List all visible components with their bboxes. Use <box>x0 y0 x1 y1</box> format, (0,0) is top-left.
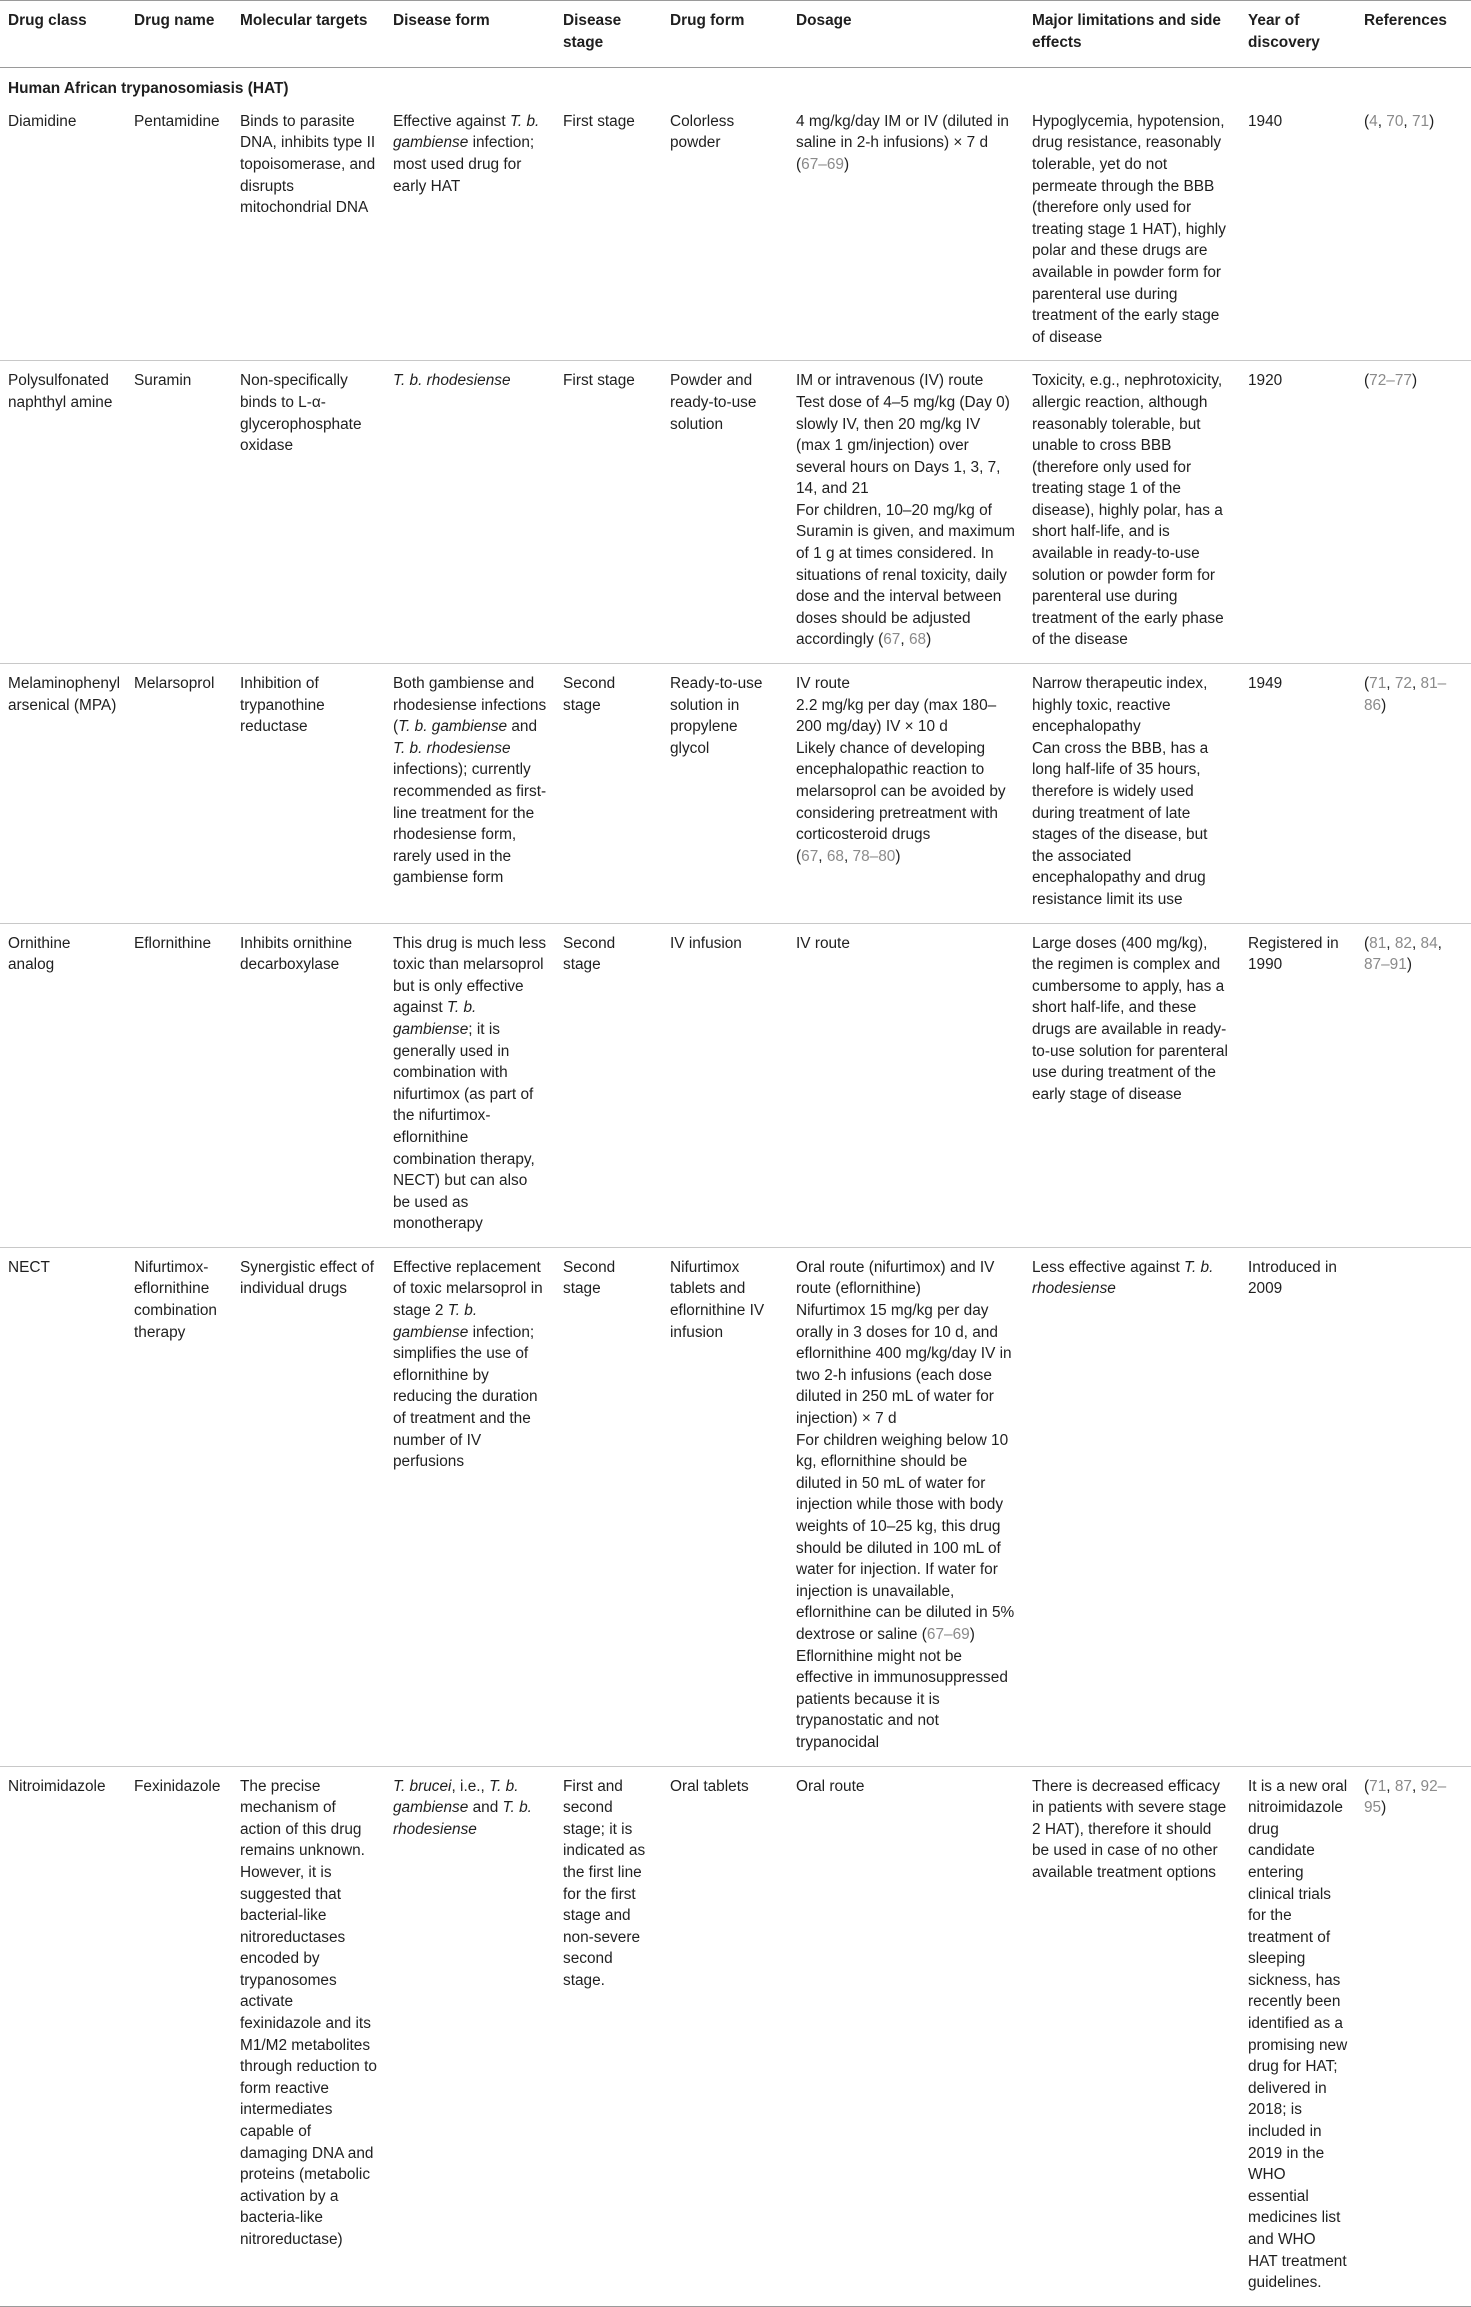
cell-drug-name: Fexinidazole <box>126 1766 232 2306</box>
header-molecular-targets: Molecular targets <box>232 1 385 68</box>
cell-drug-name: Nifurtimox-eflornithine combination therapy <box>126 1247 232 1766</box>
header-disease-form: Disease form <box>385 1 555 68</box>
cell-disease-stage: First stage <box>555 102 662 361</box>
cell-dosage: 4 mg/kg/day IM or IV (diluted in saline in 2-h infusions) × 7 d (67–69) <box>788 102 1024 361</box>
cell-disease-form: Both gambiense and rhodesiense infections (T. b. gambiense and T. b. rhodesiense infections); currently recommended as first-line treatment for the rhodesiense form, rarely used in the gambiense form <box>385 664 555 924</box>
cell-disease-form: T. b. rhodesiense <box>385 361 555 664</box>
table-header <box>0 1 1471 68</box>
header-disease-stage: Disease stage <box>555 1 662 68</box>
cell-disease-form: T. brucei, i.e., T. b. gambiense and T. b. rhodesiense <box>385 1766 555 2306</box>
cell-year: Introduced in 2009 <box>1240 1247 1356 1766</box>
cell-molecular-targets: Non-specifically binds to L-α-glycerophosphate oxidase <box>232 361 385 664</box>
cell-limitations: Large doses (400 mg/kg), the regimen is complex and cumbersome to apply, has a short half-life, and these drugs are available in ready-to-use solution for parenteral use during treatment of the early stage of disease <box>1024 923 1240 1247</box>
section-row <box>0 68 1471 102</box>
cell-dosage: Oral route (nifurtimox) and IV route (eflornithine) Nifurtimox 15 mg/kg per day orally in 3 doses for 10 d, and eflornithine 400 mg/kg/day IV in two 2-h infusions (each dose diluted in 250 mL of water for injection) × 7 d For children weighing below 10 kg, eflornithine should be diluted in 50 mL of water for injection while those with body weights of 10–25 kg, this drug should be diluted in 100 mL of water for injection. If water for injection is unavailable, eflornithine can be diluted in 5% dextrose or saline (67–69) Eflornithine might not be effective in immunosuppressed patients because it is trypanostatic and not trypanocidal <box>788 1247 1024 1766</box>
cell-disease-form: This drug is much less toxic than melarsoprol but is only effective against T. b. gambiense; it is generally used in combination with nifurtimox (as part of the nifurtimox-eflornithine combination therapy, NECT) but can also be used as monotherapy <box>385 923 555 1247</box>
cell-drug-form: Nifurtimox tablets and eflornithine IV infusion <box>662 1247 788 1766</box>
cell-drug-name: Melarsoprol <box>126 664 232 924</box>
cell-dosage: Oral route <box>788 1766 1024 2306</box>
cell-drug-name: Pentamidine <box>126 102 232 361</box>
cell-drug-form: Oral tablets <box>662 1766 788 2306</box>
cell-references: (4, 70, 71) <box>1356 102 1471 361</box>
cell-molecular-targets: Binds to parasite DNA, inhibits type II topoisomerase, and disrupts mitochondrial DNA <box>232 102 385 361</box>
cell-molecular-targets: Synergistic effect of individual drugs <box>232 1247 385 1766</box>
section-title: Human African trypanosomiasis (HAT) <box>8 80 289 98</box>
cell-disease-form: Effective replacement of toxic melarsoprol in stage 2 T. b. gambiense infection; simplifies the use of eflornithine by reducing the duration of treatment and the number of IV perfusions <box>385 1247 555 1766</box>
cell-drug-class: Diamidine <box>0 102 126 361</box>
cell-drug-class: Ornithine analog <box>0 923 126 1247</box>
cell-dosage: IV route <box>788 923 1024 1247</box>
cell-drug-name: Eflornithine <box>126 923 232 1247</box>
cell-references: (71, 87, 92–95) <box>1356 1766 1471 2306</box>
table-row <box>0 102 1471 361</box>
cell-dosage: IV route 2.2 mg/kg per day (max 180–200 mg/day) IV × 10 d Likely chance of developing encephalopathic reaction to melarsoprol can be avoided by considering pretreatment with corticosteroid drugs (67, 68, 78–80) <box>788 664 1024 924</box>
cell-references: (81, 82, 84, 87–91) <box>1356 923 1471 1247</box>
cell-year: 1940 <box>1240 102 1356 361</box>
cell-drug-class: NECT <box>0 1247 126 1766</box>
header-drug-name: Drug name <box>126 1 232 68</box>
cell-references: (71, 72, 81–86) <box>1356 664 1471 924</box>
cell-disease-stage: First and second stage; it is indicated as the first line for the first stage and non-severe second stage. <box>555 1766 662 2306</box>
cell-disease-stage: Second stage <box>555 1247 662 1766</box>
table-row <box>0 361 1471 664</box>
table-body <box>0 68 1471 2307</box>
cell-year: 1949 <box>1240 664 1356 924</box>
cell-limitations: Hypoglycemia, hypotension, drug resistance, reasonably tolerable, yet do not permeate through the BBB (therefore only used for treating stage 1 HAT), highly polar and these drugs are available in powder form for parenteral use during treatment of the early stage of disease <box>1024 102 1240 361</box>
cell-year: Registered in 1990 <box>1240 923 1356 1247</box>
cell-molecular-targets: The precise mechanism of action of this drug remains unknown. However, it is suggested that bacterial-like nitroreductases encoded by trypanosomes activate fexinidazole and its M1/M2 metabolites through reduction to form reactive intermediates capable of damaging DNA and proteins (metabolic activation by a bacteria-like nitroreductase) <box>232 1766 385 2306</box>
cell-disease-stage: Second stage <box>555 664 662 924</box>
header-drug-class: Drug class <box>0 1 126 68</box>
cell-limitations: Less effective against T. b. rhodesiense <box>1024 1247 1240 1766</box>
header-dosage: Dosage <box>788 1 1024 68</box>
header-limitations: Major limitations and side effects <box>1024 1 1240 68</box>
cell-drug-class: Polysulfonated naphthyl amine <box>0 361 126 664</box>
cell-disease-form: Effective against T. b. gambiense infection; most used drug for early HAT <box>385 102 555 361</box>
header-references: References <box>1356 1 1471 68</box>
cell-drug-form: IV infusion <box>662 923 788 1247</box>
table-row <box>0 923 1471 1247</box>
cell-drug-class: Melaminophenyl arsenical (MPA) <box>0 664 126 924</box>
header-year: Year of discovery <box>1240 1 1356 68</box>
cell-limitations: Toxicity, e.g., nephrotoxicity, allergic reaction, although reasonably tolerable, but unable to cross BBB (therefore only used for treating stage 1 of the disease), highly polar, has a short half-life, and is available in ready-to-use solution or powder form for parenteral use during treatment of the early phase of the disease <box>1024 361 1240 664</box>
table-row <box>0 1247 1471 1766</box>
cell-molecular-targets: Inhibition of trypanothine reductase <box>232 664 385 924</box>
cell-limitations: Narrow therapeutic index, highly toxic, reactive encephalopathy Can cross the BBB, has a long half-life of 35 hours, therefore is widely used during treatment of late stages of the disease, but the associated encephalopathy and drug resistance limit its use <box>1024 664 1240 924</box>
cell-dosage: IM or intravenous (IV) route Test dose of 4–5 mg/kg (Day 0) slowly IV, then 20 mg/kg IV (max 1 gm/injection) over several hours on Days 1, 3, 7, 14, and 21 For children, 10–20 mg/kg of Suramin is given, and maximum of 1 g at times considered. In situations of renal toxicity, daily dose and the interval between doses should be adjusted accordingly (67, 68) <box>788 361 1024 664</box>
table-row <box>0 1766 1471 2306</box>
header-row <box>0 1 1471 68</box>
cell-drug-form: Ready-to-use solution in propylene glycol <box>662 664 788 924</box>
cell-molecular-targets: Inhibits ornithine decarboxylase <box>232 923 385 1247</box>
cell-disease-stage: First stage <box>555 361 662 664</box>
cell-year: It is a new oral nitroimidazole drug candidate entering clinical trials for the treatment of sleeping sickness, has recently been identified as a promising new drug for HAT; delivered in 2018; is included in 2019 in the WHO essential medicines list and WHO HAT treatment guidelines. <box>1240 1766 1356 2306</box>
cell-year: 1920 <box>1240 361 1356 664</box>
cell-drug-name: Suramin <box>126 361 232 664</box>
table-row <box>0 664 1471 924</box>
cell-drug-form: Colorless powder <box>662 102 788 361</box>
header-drug-form: Drug form <box>662 1 788 68</box>
cell-references <box>1356 1247 1471 1766</box>
cell-drug-form: Powder and ready-to-use solution <box>662 361 788 664</box>
cell-disease-stage: Second stage <box>555 923 662 1247</box>
cell-drug-class: Nitroimidazole <box>0 1766 126 2306</box>
cell-references: (72–77) <box>1356 361 1471 664</box>
cell-limitations: There is decreased efficacy in patients with severe stage 2 HAT), therefore it should be used in case of no other available treatment options <box>1024 1766 1240 2306</box>
